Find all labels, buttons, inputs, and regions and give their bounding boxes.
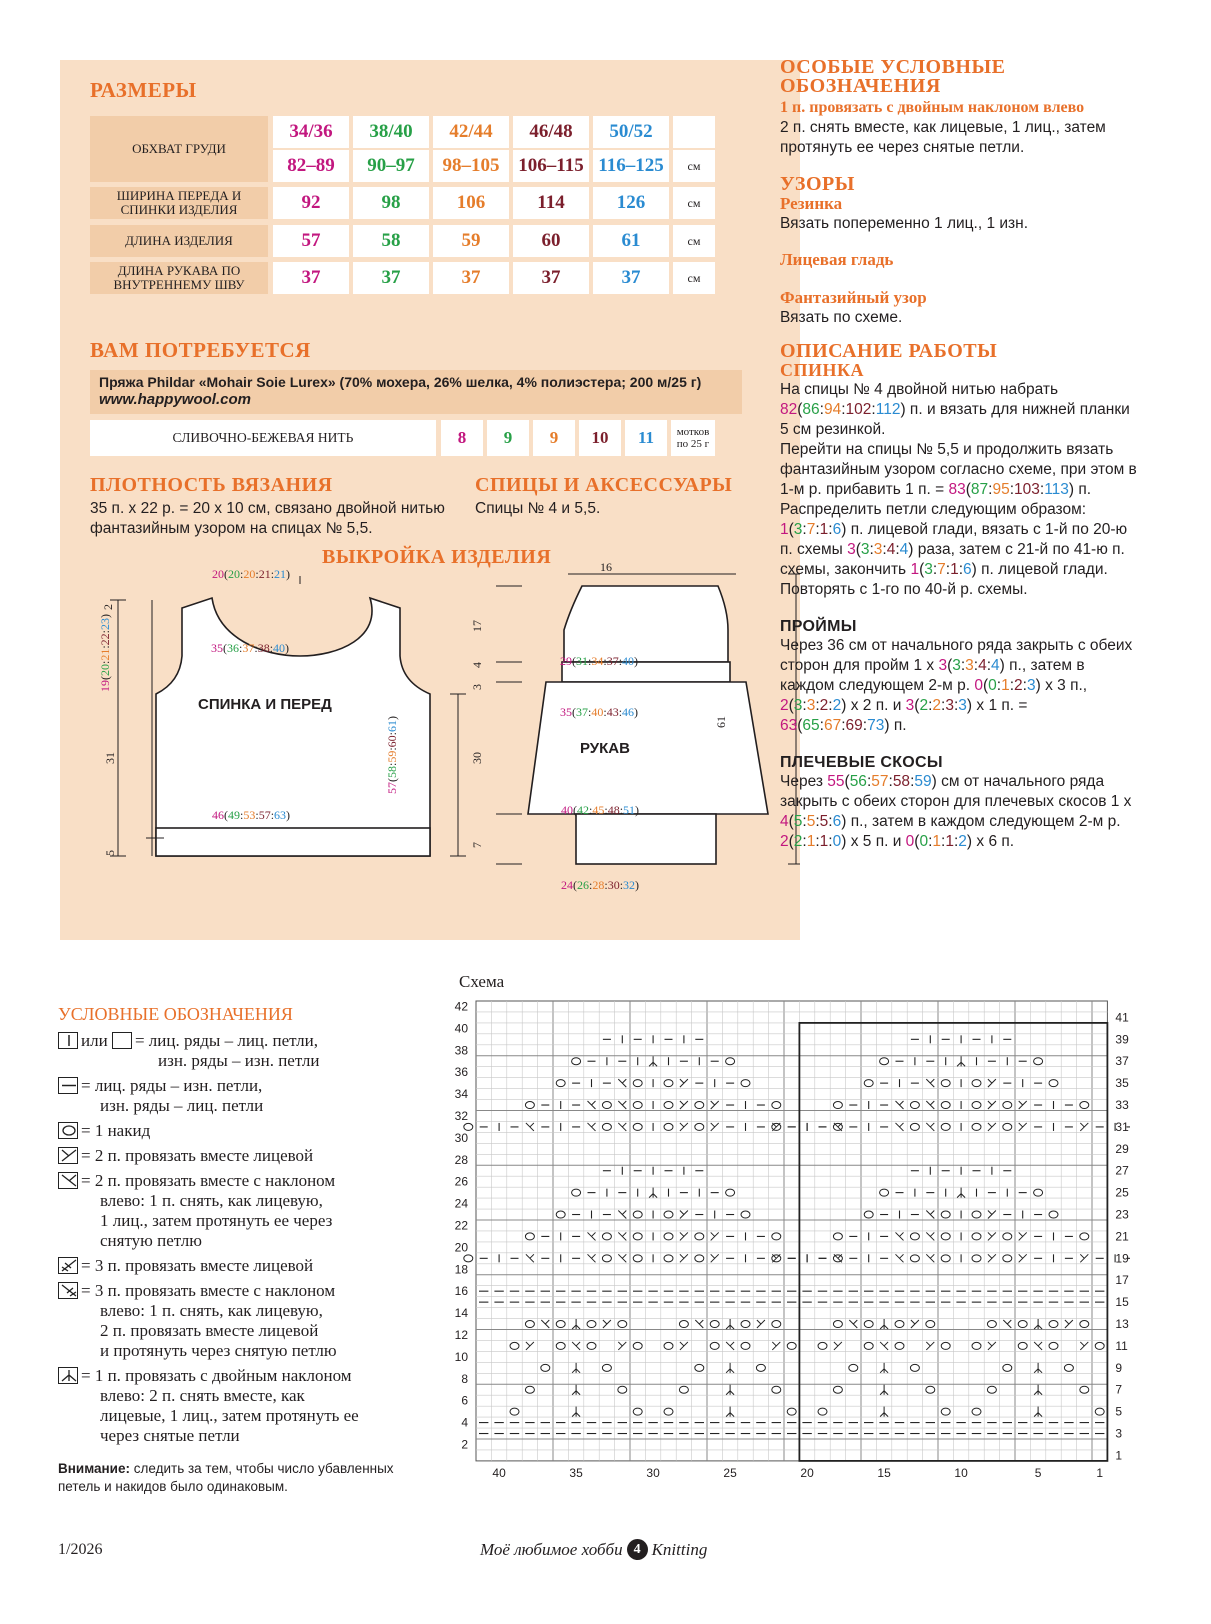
legend-title: УСЛОВНЫЕ ОБОЗНАЧЕНИЯ	[58, 1004, 293, 1024]
unit-cell: см	[673, 150, 715, 182]
size-value: 20	[243, 567, 256, 581]
legend-knit: или = лиц. ряды – лиц. петли, изн. ряды – изн. петли	[58, 1031, 428, 1071]
blank-icon	[112, 1032, 132, 1049]
row-number: 42	[454, 999, 468, 1014]
legend-note: Внимание: следить за тем, чтобы число убавленных петель и накидов было одинаковым.	[58, 1461, 394, 1494]
size-value: 45	[592, 803, 605, 817]
size-value: 2	[780, 833, 789, 850]
legend-cdd: = 1 п. провязать с двойным наклоном влево: 2 п. снять вместе, как лицевые, 1 лиц., затем протянуть ее через снятые петли	[58, 1366, 428, 1446]
size-value: 2	[958, 833, 967, 850]
right-column	[780, 58, 1140, 852]
size-header-blank	[673, 116, 715, 148]
size-cell: 116–125	[593, 150, 669, 182]
k2tog-icon	[58, 1147, 78, 1164]
size-value: 48	[607, 803, 620, 817]
row-number: 12	[454, 1327, 468, 1342]
size-value: 40	[561, 803, 573, 817]
yarn-over-mark	[464, 1123, 473, 1130]
size-value: 113	[1044, 481, 1069, 498]
row-number: 37	[1115, 1054, 1129, 1069]
row-number: 13	[1115, 1317, 1129, 1332]
size-cell: 61	[593, 225, 669, 257]
row-number: 39	[1115, 1032, 1129, 1047]
row-number: 25	[1115, 1185, 1129, 1200]
sleeve-cuff	[576, 814, 716, 864]
stitch-number: 30	[646, 1465, 660, 1480]
row-number: 2	[461, 1437, 468, 1452]
body-2: 2	[101, 604, 115, 610]
yarn-box	[90, 370, 742, 414]
size-value: 61	[385, 719, 399, 732]
size-value: 7	[937, 561, 946, 578]
sleeve-body	[528, 682, 768, 814]
size-value: 59	[385, 750, 399, 763]
size-value: 69	[845, 717, 863, 734]
size-cell: 126	[593, 187, 669, 219]
sleeve-width-b: 35(37:40:43:46)	[560, 705, 639, 719]
row-number: 27	[1115, 1163, 1129, 1178]
gauge-title: ПЛОТНОСТЬ ВЯЗАНИЯ	[90, 474, 333, 496]
row-label: ШИРИНА ПЕРЕДА И СПИНКИ ИЗДЕЛИЯ	[90, 187, 268, 219]
knit-icon	[58, 1032, 78, 1049]
sizes-title: РАЗМЕРЫ	[90, 78, 197, 102]
legend-sk2p: = 3 п. провязать вместе с наклоном влево: 1 п. снять, как лицевую, 2 п. провязать вместе лицевой и протянуть через снятую петлю	[58, 1281, 428, 1361]
size-value: 2	[932, 697, 942, 714]
stitch-number: 15	[877, 1465, 891, 1480]
unit-cell: см	[673, 262, 715, 294]
size-value: 3	[847, 541, 856, 558]
patterns-title: УЗОРЫ	[780, 173, 855, 195]
size-cell: 37	[273, 262, 349, 294]
size-value: 2	[819, 697, 829, 714]
chart-title: Схема	[459, 972, 505, 991]
fancy-title: Фантазийный узор	[780, 288, 927, 307]
size-value: 49	[228, 808, 240, 822]
size-value: 55	[827, 773, 845, 790]
row-number: 11	[1115, 1338, 1128, 1353]
sleeve-17: 17	[470, 620, 484, 632]
size-cell: 37	[513, 262, 589, 294]
yarn-text: Пряжа Phildar «Mohair Soie Lurex» (70% мохера, 26% шелка, 4% полиэстера; 200 м/25 г)	[99, 374, 702, 390]
size-value: 1	[932, 833, 942, 850]
body-bottom-width: 46(49:53:57:63)	[212, 808, 291, 822]
row-number: 20	[454, 1240, 468, 1255]
size-cell: 90–97	[353, 150, 429, 182]
back-title: СПИНКА	[780, 360, 865, 380]
size-header: 46/48	[513, 116, 589, 148]
armhole-text: Через 36 см от начального ряда закрыть с обеих сторон для пройм 1 х 3(3:3:4:4) п., затем в каждом следующем 2-м р. 0(0:1:2:3) х 3 п., 2(3:3:2:2) х 2 п. и 3(2:2:3:3) х 1 п. = 63(65:67:69:73) п.	[780, 637, 1133, 734]
row-number: 16	[454, 1284, 468, 1299]
yarn-site: www.happywool.com	[99, 391, 251, 408]
size-value: 73	[867, 717, 885, 734]
size-value: 57	[871, 773, 889, 790]
body-mid-width: 35(36:37:38:40)	[211, 641, 290, 655]
row-number: 10	[454, 1349, 468, 1364]
size-value: 57	[385, 782, 399, 794]
size-value: 3	[806, 697, 816, 714]
size-value: 35	[211, 641, 223, 655]
size-value: 1	[950, 561, 959, 578]
row-number: 19	[1115, 1251, 1129, 1266]
size-value: 0	[988, 677, 997, 694]
legend-ssk: = 2 п. провязать вместе с наклоном влево: 1 п. снять, как лицевую, 1 лиц., затем протянуть ее через снятую петлю	[58, 1171, 428, 1251]
size-value: 46	[212, 808, 224, 822]
size-value: 58	[892, 773, 911, 790]
size-value: 21	[98, 648, 112, 661]
thread-label: СЛИВОЧНО-БЕЖЕВАЯ НИТЬ	[90, 420, 436, 456]
body-right-height: 57(58:59:60:61)	[385, 715, 399, 794]
size-value: 22	[98, 633, 112, 646]
size-value: 40	[273, 641, 286, 655]
stitch-number: 20	[800, 1465, 814, 1480]
special-text: 2 п. снять вместе, как лицевые, 1 лиц., затем протянуть ее через снятые петли.	[780, 119, 1106, 156]
row-number: 7	[1115, 1382, 1123, 1397]
legend-purl: = лиц. ряды – изн. петли, изн. ряды – лиц. петли	[58, 1076, 428, 1116]
stock-title: Лицевая гладь	[780, 250, 894, 269]
size-value: 3	[945, 697, 954, 714]
size-cell: 37	[353, 262, 429, 294]
size-cell: 58	[353, 225, 429, 257]
size-value: 23	[98, 617, 112, 630]
size-value: 31	[576, 654, 588, 668]
row-number: 24	[454, 1196, 468, 1211]
size-value: 1	[1001, 677, 1010, 694]
sleeve-width-a: 29(31:34:37:40)	[560, 654, 639, 668]
size-value: 5	[819, 813, 829, 830]
size-value: 0	[919, 833, 929, 850]
size-cell: 114	[513, 187, 589, 219]
row-number: 5	[1115, 1404, 1123, 1419]
shoulder-title: ПЛЕЧЕВЫЕ СКОСЫ	[780, 754, 943, 771]
size-value: 60	[385, 735, 399, 748]
purl-icon	[58, 1077, 78, 1094]
needles-title: СПИЦЫ И АКСЕССУАРЫ	[475, 474, 733, 496]
size-value: 3	[905, 697, 915, 714]
size-value: 43	[606, 705, 619, 719]
size-value: 3	[952, 657, 961, 674]
size-value: 102	[845, 401, 872, 418]
thread-unit: мотков по 25 г	[671, 420, 715, 456]
rib-text: Вязать попеременно 1 лиц., 1 изн.	[780, 215, 1028, 232]
size-cell: 59	[433, 225, 509, 257]
row-number: 17	[1115, 1273, 1129, 1288]
row-number: 41	[1115, 1010, 1129, 1025]
thread-count: 11	[625, 420, 667, 456]
row-number: 15	[1115, 1295, 1129, 1310]
row-number: 8	[461, 1371, 468, 1386]
stitch-number: 25	[723, 1465, 737, 1480]
sleeve-cap	[564, 586, 728, 662]
size-value: 3	[938, 657, 948, 674]
needles-text: Спицы № 4 и 5,5.	[475, 500, 601, 517]
size-value: 0	[905, 833, 915, 850]
legend	[58, 1004, 428, 1496]
size-value: 82	[780, 401, 798, 418]
row-number: 6	[461, 1393, 468, 1408]
size-value: 40	[591, 705, 604, 719]
rib-title: Резинка	[780, 194, 843, 213]
central-double-decrease-icon	[58, 1367, 78, 1384]
special-title: ОСОБЫЕ УСЛОВНЫЕ ОБОЗНАЧЕНИЯ	[780, 56, 1006, 97]
size-header: 34/36	[273, 116, 349, 148]
row-number: 4	[461, 1415, 468, 1430]
row-number: 21	[1115, 1229, 1129, 1244]
row-number: 34	[454, 1087, 468, 1102]
fancy-text: Вязать по схеме.	[780, 309, 903, 326]
size-header: 42/44	[433, 116, 509, 148]
unit-cell: см	[673, 187, 715, 219]
garment-schematic	[60, 560, 800, 940]
yarn-over-mark	[464, 1255, 473, 1262]
body-rib	[156, 828, 430, 856]
size-value: 3	[873, 541, 883, 558]
unit-cell: см	[673, 225, 715, 257]
body-label: СПИНКА И ПЕРЕД	[198, 696, 332, 713]
legend-yo: = 1 накид	[58, 1121, 428, 1141]
size-cell: 37	[433, 262, 509, 294]
stitch-number: 1	[1096, 1465, 1104, 1480]
row-number: 26	[454, 1174, 468, 1189]
magazine-logo: Моё любимое хобби 4 Knitting	[480, 1539, 708, 1559]
size-value: 53	[243, 808, 256, 822]
body-top-width: 20(20:20:21:21)	[212, 567, 291, 581]
size-value: 20	[228, 567, 240, 581]
gauge-text: 35 п. х 22 р. = 20 х 10 см, связано двойной нитью фантазийным узором на спицах № 5,5.	[90, 500, 445, 537]
materials-title: ВАМ ПОТРЕБУЕТСЯ	[90, 338, 311, 362]
size-value: 4	[899, 541, 909, 558]
size-value: 4	[991, 657, 1000, 674]
body-5: 5	[103, 850, 117, 856]
thread-count: 8	[441, 420, 483, 456]
row-label: ДЛИНА РУКАВА ПО ВНУТРЕННЕМУ ШВУ	[90, 262, 268, 294]
size-value: 19	[98, 680, 112, 692]
size-cell: 106	[433, 187, 509, 219]
row-number: 14	[454, 1306, 468, 1321]
size-value: 4	[886, 541, 896, 558]
row-number: 9	[1115, 1360, 1123, 1375]
size-value: 5	[793, 813, 803, 830]
thread-count: 10	[579, 420, 621, 456]
size-cell: 92	[273, 187, 349, 219]
row-number: 18	[454, 1262, 468, 1277]
size-value: 42	[577, 803, 589, 817]
size-value: 21	[274, 567, 287, 581]
size-value: 6	[832, 521, 842, 538]
size-value: 1	[819, 833, 829, 850]
size-value: 29	[560, 654, 572, 668]
size-value: 2	[793, 833, 803, 850]
row-number: 38	[454, 1043, 468, 1058]
issue-number: 1/2026	[58, 1541, 103, 1558]
body-31: 31	[103, 752, 117, 764]
size-value: 86	[802, 401, 820, 418]
size-value: 94	[823, 401, 842, 418]
thread-count: 9	[533, 420, 575, 456]
size-value: 46	[622, 705, 635, 719]
size-value: 26	[577, 878, 589, 892]
size-value: 51	[623, 803, 636, 817]
sleeve-label: РУКАВ	[580, 740, 630, 757]
knitting-chart	[440, 995, 1130, 1525]
row-number: 32	[454, 1108, 468, 1123]
sleeve-30: 30	[470, 752, 484, 764]
size-value: 5	[806, 813, 816, 830]
back-p2: Перейти на спицы № 5,5 и продолжить вязать фантазийным узором согласно схеме, при этом в 1-м р. прибавить 1 п. = 83(87:95:103:113) п. Распределить петли следующим образом: 1(3:7:1:6) п. лицевой глади, вязать с 1-й по 20-ю п. схемы 3(3:3:4:4) раза, затем с 21-й по 41-ю п. схемы, закончить 1(3:7:1:6) п. лицевой глади. Повторять с 1-го по 40-й р. схемы.	[780, 441, 1137, 598]
size-value: 4	[978, 657, 987, 674]
size-value: 4	[780, 813, 789, 830]
sleeve-width-c: 40(42:45:48:51)	[561, 803, 640, 817]
sleeve-4: 4	[470, 662, 484, 668]
desc-title: ОПИСАНИЕ РАБОТЫ	[780, 340, 998, 362]
size-value: 37	[242, 641, 255, 655]
size-value: 1	[910, 561, 920, 578]
stitch-number: 40	[492, 1465, 506, 1480]
sleeve-width-d: 24(26:28:30:32)	[561, 878, 640, 892]
legend-k2tog: = 2 п. провязать вместе лицевой	[58, 1146, 428, 1166]
body-left-height: 19(20:21:22:23)	[98, 613, 112, 692]
size-value: 20	[212, 567, 224, 581]
size-value: 95	[992, 481, 1010, 498]
size-value: 34	[591, 654, 604, 668]
sleeve-16: 16	[600, 560, 612, 574]
size-value: 3	[793, 697, 803, 714]
row-number: 40	[454, 1021, 468, 1036]
size-value: 36	[227, 641, 239, 655]
size-value: 103	[1014, 481, 1040, 498]
row-number: 36	[454, 1065, 468, 1080]
size-value: 63	[780, 717, 798, 734]
size-value: 2	[780, 697, 789, 714]
size-cell: 60	[513, 225, 589, 257]
size-value: 83	[948, 481, 966, 498]
size-value: 58	[385, 766, 399, 778]
legend-k3tog: = 3 п. провязать вместе лицевой	[58, 1256, 428, 1276]
size-value: 7	[806, 521, 816, 538]
size-value: 1	[780, 521, 789, 538]
ssk-icon	[58, 1172, 78, 1189]
size-cell: 98	[353, 187, 429, 219]
size-header: 50/52	[593, 116, 669, 148]
size-cell: 98–105	[433, 150, 509, 182]
size-value: 1	[819, 521, 829, 538]
row-number: 33	[1115, 1098, 1129, 1113]
row-label: ДЛИНА ИЗДЕЛИЯ	[90, 225, 268, 257]
row-number: 23	[1115, 1207, 1129, 1222]
sleeve-3: 3	[470, 684, 484, 690]
sleeve-7: 7	[470, 842, 484, 848]
size-value: 3	[793, 521, 803, 538]
size-value: 24	[561, 878, 573, 892]
thread-count: 9	[487, 420, 529, 456]
size-value: 28	[592, 878, 605, 892]
row-number: 31	[1115, 1119, 1129, 1134]
size-value: 3	[965, 657, 974, 674]
row-number: 28	[454, 1152, 468, 1167]
size-value: 1	[945, 833, 954, 850]
size-cell: 57	[273, 225, 349, 257]
size-value: 3	[924, 561, 933, 578]
size-value: 3	[1026, 677, 1036, 694]
row-number: 1	[1115, 1448, 1123, 1463]
size-value: 1	[806, 833, 816, 850]
yarn-over-icon	[58, 1122, 78, 1139]
row-number: 22	[454, 1218, 468, 1233]
size-value: 57	[258, 808, 271, 822]
row-number: 29	[1115, 1141, 1129, 1156]
size-value: 40	[622, 654, 635, 668]
shoulder-text: Через 55(56:57:58:59) см от начального ряда закрыть с обеих сторон для плечевых скосов 1 х 4(5:5:5:6) п., затем в каждом следующем 2-м р. 2(2:1:1:0) х 5 п. и 0(0:1:1:2) х 6 п.	[780, 773, 1132, 850]
size-cell: 37	[593, 262, 669, 294]
sleeve-61: 61	[714, 716, 728, 728]
size-value: 20	[98, 664, 112, 676]
size-value: 3	[958, 697, 967, 714]
size-header: 38/40	[353, 116, 429, 148]
size-value: 56	[849, 773, 867, 790]
size-value: 3	[860, 541, 870, 558]
size-value: 6	[963, 561, 972, 578]
stitch-number: 5	[1034, 1465, 1042, 1480]
armhole-title: ПРОЙМЫ	[780, 618, 857, 635]
size-value: 0	[974, 677, 983, 694]
back-p1: На спицы № 4 двойной нитью набрать 82(86:94:102:112) п. и вязать для нижней планки 5 см резинкой.	[780, 381, 1130, 438]
size-value: 35	[560, 705, 572, 719]
special-sub: 1 п. провязать с двойным наклоном влево	[780, 99, 1085, 116]
size-value: 63	[274, 808, 287, 822]
size-value: 21	[258, 567, 271, 581]
size-value: 65	[802, 717, 820, 734]
row-number: 35	[1115, 1076, 1129, 1091]
row-number: 3	[1115, 1426, 1123, 1441]
size-value: 112	[875, 401, 901, 418]
stitch-number: 35	[569, 1465, 583, 1480]
size-cell: 106–115	[513, 150, 589, 182]
pattern-title: ВЫКРОЙКА ИЗДЕЛИЯ	[322, 546, 552, 568]
size-value: 59	[914, 773, 932, 790]
size-value: 6	[832, 813, 842, 830]
size-value: 87	[970, 481, 989, 498]
size-value: 2	[832, 697, 842, 714]
stitch-number: 10	[954, 1465, 968, 1480]
size-value: 0	[832, 833, 842, 850]
size-value: 32	[623, 878, 636, 892]
size-value: 30	[607, 878, 620, 892]
row-number: 30	[454, 1130, 468, 1145]
size-value: 37	[606, 654, 619, 668]
sk2p-icon	[58, 1282, 78, 1299]
size-cell: 82–89	[273, 150, 349, 182]
size-value: 2	[919, 697, 929, 714]
k3tog-icon	[58, 1257, 78, 1274]
size-value: 67	[823, 717, 842, 734]
size-value: 2	[1014, 677, 1023, 694]
size-value: 38	[257, 641, 270, 655]
size-value: 37	[576, 705, 588, 719]
row-label: ОБХВАТ ГРУДИ	[90, 116, 268, 182]
